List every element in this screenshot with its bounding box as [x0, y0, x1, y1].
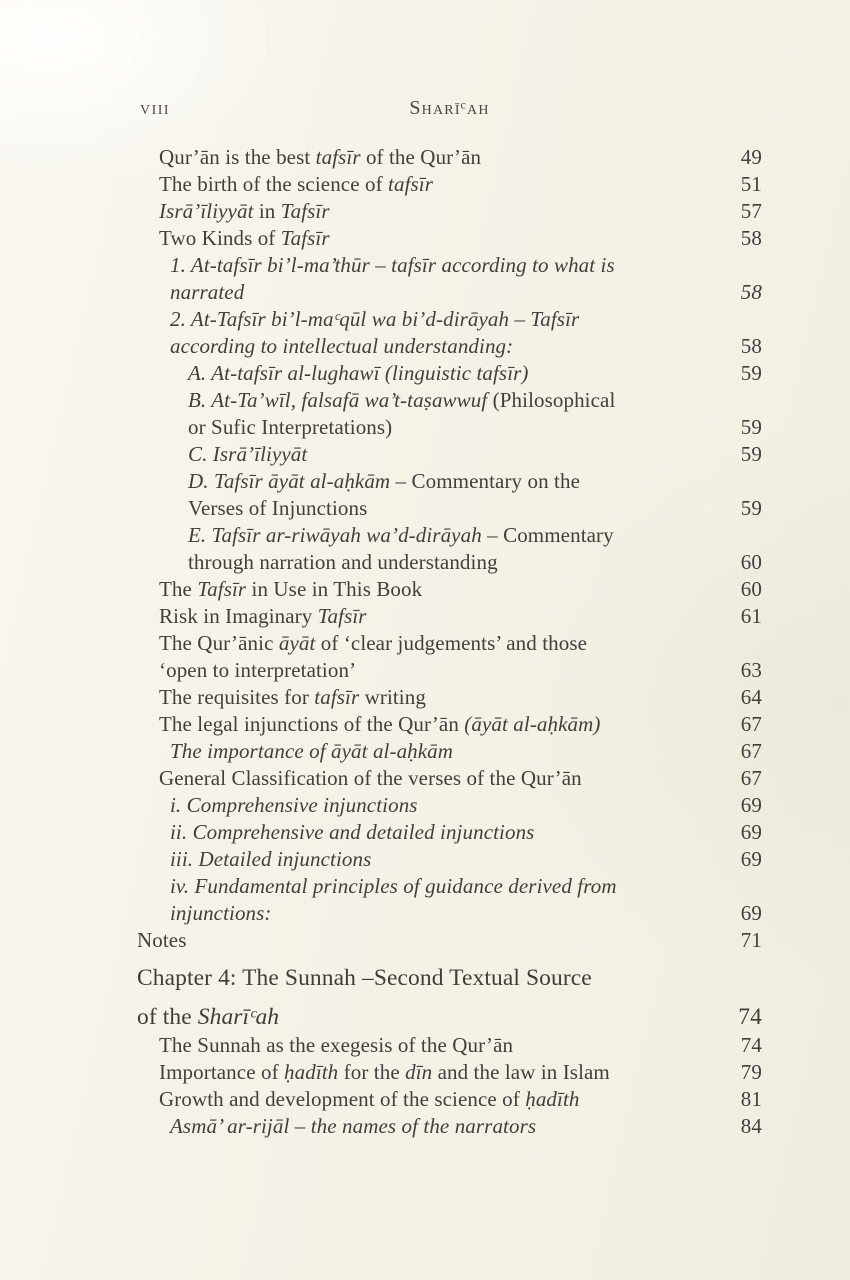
toc-entry-text	[137, 171, 716, 198]
toc-entry-segment: The legal injunctions of the Qur’ān	[159, 712, 465, 736]
toc-entry-segment: General Classification of the verses of the Qur’ān	[159, 766, 582, 790]
toc-entry-segment: of ‘clear judgements’ and those	[315, 631, 588, 655]
toc-entry-text	[137, 468, 716, 495]
toc-page-number: 84	[740, 1114, 762, 1138]
toc-row	[137, 792, 762, 819]
toc-row	[137, 441, 762, 468]
toc-row	[137, 306, 762, 333]
toc-entry-segment: 1. At-tafsīr bi’l-ma’thūr – tafsīr according to what is	[170, 253, 615, 277]
toc-row	[137, 549, 762, 576]
toc-entry-segment: Verses of Injunctions	[188, 496, 368, 520]
toc-entry-text	[137, 873, 716, 900]
toc-entry-segment: Tafsīr	[197, 577, 247, 601]
toc-page-number: 60	[740, 577, 762, 601]
toc-entry-text	[137, 738, 716, 765]
toc-entry-segment: of the Qur’ān	[360, 145, 482, 169]
toc-entry-segment: Two Kinds of	[159, 226, 281, 250]
toc-row	[137, 927, 762, 954]
toc-entry-text	[137, 387, 716, 414]
toc-entry-segment: dīn	[405, 1060, 433, 1084]
toc-entry-segment: The Sunnah as the exegesis of the Qur’ān	[159, 1033, 514, 1057]
toc-entry-segment: iii. Detailed injunctions	[170, 847, 372, 871]
toc-page-number: 59	[740, 361, 762, 385]
toc-entry-text	[137, 1032, 716, 1059]
toc-row	[137, 225, 762, 252]
toc-entry-text	[137, 144, 716, 171]
toc-entry-segment: Notes	[137, 928, 187, 952]
toc-row	[137, 387, 762, 414]
toc-entry-segment: and the law in Islam	[432, 1060, 610, 1084]
toc-page-number: 61	[740, 604, 762, 628]
toc-entry-segment: D. Tafsīr āyāt al-aḥkām	[188, 469, 391, 493]
toc-row	[137, 900, 762, 927]
toc-row	[137, 1059, 762, 1086]
toc-page-number: 67	[740, 739, 762, 763]
running-head: Sharīᶜah	[409, 97, 490, 119]
toc-row	[137, 576, 762, 603]
toc-list	[137, 144, 762, 1140]
toc-row	[137, 765, 762, 792]
toc-entry-text	[137, 900, 716, 927]
toc-page-number: 49	[740, 145, 762, 169]
toc-entry-segment: The importance of āyāt al-aḥkām	[170, 739, 454, 763]
toc-page-number: 71	[740, 928, 762, 952]
toc-entry-segment: ii. Comprehensive and detailed injunctions	[170, 820, 535, 844]
toc-page-number: 69	[740, 820, 762, 844]
toc-entry-text	[137, 963, 716, 993]
toc-entry-segment: tafsīr	[388, 172, 433, 196]
toc-entry-text	[137, 306, 716, 333]
toc-row	[137, 360, 762, 387]
toc-entry-segment: āyāt	[278, 631, 316, 655]
toc-page-number: 64	[740, 685, 762, 709]
toc-row	[137, 873, 762, 900]
toc-entry-segment: for the	[338, 1060, 406, 1084]
toc-row	[137, 738, 762, 765]
toc-entry-text	[137, 1059, 716, 1086]
toc-entry-text	[137, 495, 716, 522]
toc-row	[137, 819, 762, 846]
toc-entry-segment: of the	[137, 1004, 198, 1030]
toc-row	[137, 171, 762, 198]
toc-entry-segment: (Philosophical	[492, 388, 616, 412]
toc-entry-text	[137, 414, 716, 441]
toc-entry-segment: Growth and development of the science of	[159, 1087, 526, 1111]
toc-row	[137, 603, 762, 630]
toc-entry-text	[137, 576, 716, 603]
toc-page-number: 67	[740, 766, 762, 790]
toc-entry-text	[137, 549, 716, 576]
toc-entry-segment: B. At-Ta’wīl, falsafā wa’t-taṣawwuf	[188, 388, 493, 412]
toc-entry-segment: tafsīr	[314, 685, 360, 709]
toc-page-number: 59	[740, 415, 762, 439]
toc-entry-segment: ḥadīth	[525, 1087, 580, 1111]
toc-page-number: 58	[740, 334, 762, 358]
toc-entry-segment: A. At-tafsīr al-lughawī (linguistic tafsīr)	[188, 361, 529, 385]
toc-entry-segment: The	[159, 577, 198, 601]
toc-entry-segment: The birth of the science of	[159, 172, 389, 196]
toc-entry-text	[137, 441, 716, 468]
toc-entry-segment: Tafsīr	[280, 226, 330, 250]
toc-row	[137, 1002, 762, 1032]
toc-entry-segment: ‘open to interpretation’	[159, 658, 357, 682]
toc-page-number: 81	[740, 1087, 762, 1111]
toc-entry-segment: Isrā’īliyyāt	[159, 199, 254, 223]
toc-page-number: 74	[740, 1033, 762, 1057]
toc-entry-segment: injunctions:	[170, 901, 272, 925]
toc-page-number: 58	[740, 226, 762, 250]
toc-entry-segment: Tafsīr	[317, 604, 367, 628]
toc-entry-segment: according to intellectual understanding:	[170, 334, 514, 358]
toc-page-number: 69	[740, 793, 762, 817]
toc-entry-segment: narrated	[170, 280, 245, 304]
toc-entry-segment: 2. At-Tafsīr bi’l-maᶜqūl wa bi’d-dirāyah – Tafsīr	[170, 307, 580, 331]
toc-row	[137, 333, 762, 360]
toc-entry-text	[137, 252, 716, 279]
toc-entry-text	[137, 225, 716, 252]
toc-row	[137, 1086, 762, 1113]
toc-row	[137, 522, 762, 549]
toc-entry-text	[137, 927, 716, 954]
toc-entry-text	[137, 657, 716, 684]
toc-entry-segment: Chapter 4: The Sunnah –Second Textual Source	[137, 965, 592, 991]
toc-row	[137, 963, 762, 993]
toc-page-number: 67	[740, 712, 762, 736]
toc-entry-text	[137, 603, 716, 630]
toc-row	[137, 468, 762, 495]
folio-page-number: VIII	[140, 103, 171, 118]
toc-entry-segment: Tafsīr	[280, 199, 330, 223]
toc-entry-text	[137, 1002, 716, 1032]
toc-entry-segment: iv. Fundamental principles of guidance derived from	[170, 874, 617, 898]
toc-entry-segment: in	[253, 199, 281, 223]
toc-entry-text	[137, 360, 716, 387]
toc-entry-text	[137, 1086, 716, 1113]
toc-row	[137, 684, 762, 711]
toc-row	[137, 711, 762, 738]
toc-entry-text	[137, 198, 716, 225]
toc-entry-text	[137, 1113, 716, 1140]
toc-page-number: 57	[740, 199, 762, 223]
toc-entry-text	[137, 684, 716, 711]
toc-row	[137, 1113, 762, 1140]
toc-page-number: 63	[740, 658, 762, 682]
toc-entry-segment: E. Tafsīr ar-riwāyah wa’d-dirāyah	[188, 523, 482, 547]
toc-entry-text	[137, 522, 716, 549]
toc-entry-segment: in Use in This Book	[246, 577, 423, 601]
toc-row	[137, 495, 762, 522]
toc-entry-segment: – Commentary	[481, 523, 614, 547]
toc-entry-segment: Qur’ān is the best	[159, 145, 316, 169]
toc-row	[137, 657, 762, 684]
toc-entry-text	[137, 792, 716, 819]
toc-row	[137, 846, 762, 873]
toc-entry-segment: ḥadīth	[284, 1060, 339, 1084]
toc-entry-segment: The Qur’ānic	[159, 631, 279, 655]
toc-entry-segment: tafsīr	[315, 145, 361, 169]
toc-page-number: 59	[740, 442, 762, 466]
toc-row	[137, 252, 762, 279]
toc-row	[137, 279, 762, 306]
page-header	[137, 97, 762, 123]
toc-page-number: 79	[740, 1060, 762, 1084]
toc-row	[137, 144, 762, 171]
toc-entry-segment: (āyāt al-aḥkām)	[464, 712, 601, 736]
toc-page-number: 58	[740, 280, 762, 304]
toc-entry-segment: The requisites for	[159, 685, 315, 709]
toc-entry-segment: writing	[359, 685, 426, 709]
toc-page-number: 74	[738, 1004, 762, 1030]
toc-page-number: 69	[740, 901, 762, 925]
toc-page-number: 51	[740, 172, 762, 196]
toc-entry-segment: Sharīᶜah	[197, 1004, 280, 1030]
toc-entry-segment: through narration and understanding	[188, 550, 498, 574]
toc-entry-segment: Asmā’ ar-rijāl – the names of the narrators	[170, 1114, 537, 1138]
toc-entry-text	[137, 279, 716, 306]
toc-row	[137, 414, 762, 441]
toc-entry-segment: C. Isrā’īliyyāt	[188, 442, 308, 466]
toc-entry-text	[137, 765, 716, 792]
toc-page-number: 69	[740, 847, 762, 871]
toc-entry-text	[137, 819, 716, 846]
toc-entry-text	[137, 711, 716, 738]
toc-page-number: 60	[740, 550, 762, 574]
toc-entry-text	[137, 630, 716, 657]
toc-page-number: 59	[740, 496, 762, 520]
toc-row	[137, 630, 762, 657]
toc-entry-segment: Importance of	[159, 1060, 285, 1084]
toc-entry-segment: Risk in Imaginary	[159, 604, 318, 628]
toc-entry-segment: or Sufic Interpretations)	[188, 415, 393, 439]
toc-entry-text	[137, 333, 716, 360]
toc-row	[137, 1032, 762, 1059]
toc-entry-segment: i. Comprehensive injunctions	[170, 793, 418, 817]
toc-entry-text	[137, 846, 716, 873]
toc-entry-segment: – Commentary on the	[390, 469, 581, 493]
toc-row	[137, 198, 762, 225]
